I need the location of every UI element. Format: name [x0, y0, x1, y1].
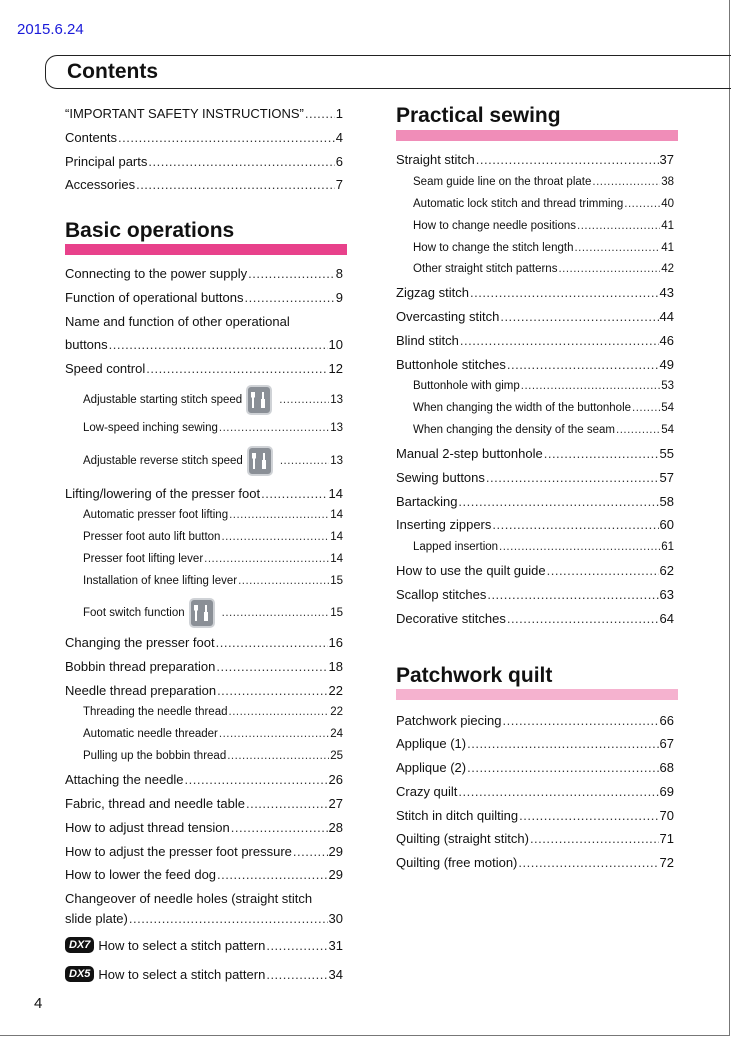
toc-entry[interactable]: Adjustable starting stitch speed ..... 13: [83, 384, 343, 416]
toc-entry[interactable]: Automatic lock stitch and thread trimming ..... 40: [413, 198, 674, 210]
toc-entry[interactable]: Manual 2-step buttonhole ..... 55: [396, 446, 674, 461]
toc-entry[interactable]: Adjustable reverse stitch speed ..... 13: [83, 445, 343, 477]
toc-entry[interactable]: Principal parts ..... 6: [65, 154, 343, 169]
toc-entry[interactable]: DX5 How to select a stitch pattern ..... 34: [65, 966, 343, 982]
tool-icon: [247, 446, 273, 476]
toc-entry[interactable]: Straight stitch ..... 37: [396, 152, 674, 167]
toc-entry[interactable]: Changing the presser foot ..... 16: [65, 635, 343, 650]
section-title-practical: Practical sewing: [396, 104, 561, 127]
toc-entry[interactable]: How to lower the feed dog ..... 29: [65, 867, 343, 882]
toc-entry[interactable]: Scallop stitches ..... 63: [396, 587, 674, 602]
toc-entry[interactable]: Threading the needle thread ..... 22: [83, 706, 343, 718]
toc-entry[interactable]: Applique (2) ..... 68: [396, 760, 674, 775]
tool-icon: [246, 385, 272, 415]
toc-entry-line1: Changeover of needle holes (straight stitch: [65, 891, 313, 906]
page-number: 4: [34, 995, 43, 1012]
toc-entry[interactable]: Installation of knee lifting lever ..... 15: [83, 575, 343, 587]
toc-entry[interactable]: Other straight stitch patterns ..... 42: [413, 263, 674, 275]
toc-entry[interactable]: Decorative stitches ..... 64: [396, 611, 674, 626]
toc-entry[interactable]: When changing the width of the buttonhole ..... 54: [413, 402, 674, 414]
toc-entry[interactable]: Fabric, thread and needle table ..... 27: [65, 796, 343, 811]
tool-icon: [189, 598, 215, 628]
toc-entry[interactable]: How to adjust the presser foot pressure ..... 29: [65, 844, 343, 859]
contents-header-tab: [45, 55, 731, 89]
toc-entry[interactable]: Zigzag stitch ..... 43: [396, 285, 674, 300]
toc-entry[interactable]: Lapped insertion ..... 61: [413, 541, 674, 553]
toc-entry[interactable]: Bartacking ..... 58: [396, 494, 674, 509]
section-title-basic: Basic operations: [65, 219, 235, 242]
toc-entry[interactable]: Crazy quilt ..... 69: [396, 784, 674, 799]
toc-entry[interactable]: Presser foot auto lift button ..... 14: [83, 531, 343, 543]
toc-entry[interactable]: buttons ..... 10: [65, 337, 343, 352]
toc-entry[interactable]: Low-speed inching sewing ..... 13: [83, 422, 343, 434]
toc-entry[interactable]: Needle thread preparation ..... 22: [65, 683, 343, 698]
toc-entry[interactable]: “IMPORTANT SAFETY INSTRUCTIONS” ..... 1: [65, 106, 343, 121]
toc-entry[interactable]: Lifting/lowering of the presser foot ..... 14: [65, 486, 343, 501]
toc-entry[interactable]: How to change the stitch length ..... 41: [413, 242, 674, 254]
model-badge: DX7: [65, 937, 94, 953]
toc-entry[interactable]: Automatic presser foot lifting ..... 14: [83, 509, 343, 521]
toc-entry[interactable]: When changing the density of the seam ..... 54: [413, 424, 674, 436]
toc-entry[interactable]: Stitch in ditch quilting ..... 70: [396, 808, 674, 823]
toc-entry[interactable]: How to use the quilt guide ..... 62: [396, 563, 674, 578]
toc-entry[interactable]: Patchwork piecing ..... 66: [396, 713, 674, 728]
toc-entry[interactable]: Inserting zippers ..... 60: [396, 517, 674, 532]
section-bar-patchwork: [396, 689, 678, 700]
toc-entry[interactable]: Seam guide line on the throat plate ..... 38: [413, 176, 674, 188]
toc-entry[interactable]: Quilting (free motion) ..... 72: [396, 855, 674, 870]
toc-entry[interactable]: How to adjust thread tension ..... 28: [65, 820, 343, 835]
toc-entry[interactable]: DX7 How to select a stitch pattern ..... 31: [65, 937, 343, 953]
toc-entry[interactable]: Quilting (straight stitch) ..... 71: [396, 831, 674, 846]
section-bar-basic: [65, 244, 347, 255]
toc-entry[interactable]: slide plate) ..... 30: [65, 911, 343, 926]
toc-entry[interactable]: Presser foot lifting lever ..... 14: [83, 553, 343, 565]
toc-entry[interactable]: Foot switch function ..... 15: [83, 597, 343, 629]
toc-entry-line1: Name and function of other operational: [65, 314, 290, 329]
toc-entry[interactable]: Speed control ..... 12: [65, 361, 343, 376]
toc-entry[interactable]: Pulling up the bobbin thread ..... 25: [83, 750, 343, 762]
toc-entry[interactable]: How to change needle positions ..... 41: [413, 220, 674, 232]
toc-entry[interactable]: Contents ..... 4: [65, 130, 343, 145]
toc-entry[interactable]: Function of operational buttons ..... 9: [65, 290, 343, 305]
toc-entry[interactable]: Accessories ..... 7: [65, 177, 343, 192]
section-bar-practical: [396, 130, 678, 141]
toc-entry[interactable]: Connecting to the power supply ..... 8: [65, 266, 343, 281]
toc-entry[interactable]: Buttonhole with gimp ..... 53: [413, 380, 674, 392]
page-title: Contents: [67, 60, 158, 83]
toc-entry[interactable]: Applique (1) ..... 67: [396, 736, 674, 751]
toc-entry[interactable]: Automatic needle threader ..... 24: [83, 728, 343, 740]
model-badge: DX5: [65, 966, 94, 982]
section-title-patchwork: Patchwork quilt: [396, 664, 553, 687]
toc-entry[interactable]: Bobbin thread preparation ..... 18: [65, 659, 343, 674]
toc-entry[interactable]: Overcasting stitch ..... 44: [396, 309, 674, 324]
toc-entry[interactable]: Buttonhole stitches ..... 49: [396, 357, 674, 372]
toc-entry[interactable]: Attaching the needle ..... 26: [65, 772, 343, 787]
document-date: 2015.6.24: [17, 21, 84, 38]
toc-entry[interactable]: Blind stitch ..... 46: [396, 333, 674, 348]
toc-entry[interactable]: Sewing buttons ..... 57: [396, 470, 674, 485]
